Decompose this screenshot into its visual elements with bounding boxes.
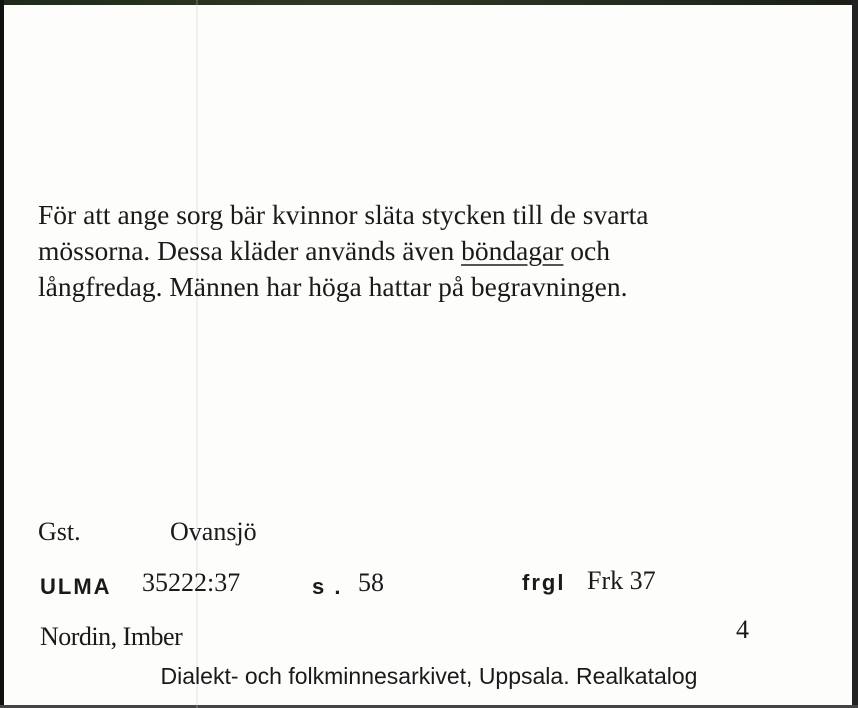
archive-footer: Dialekt- och folkminnesarkivet, Uppsala. Realkatalog [160, 663, 698, 689]
card-body-text [38, 197, 818, 305]
page-value: 58 [358, 568, 384, 597]
recorder-name: Nordin, Imber [40, 622, 183, 651]
text-line-2-end: och [563, 235, 610, 266]
gst-label: Gst. [38, 517, 81, 546]
text-line-2-start: mössorna. Dessa kläder används även [38, 235, 462, 266]
scan-edge-left [0, 0, 4, 708]
ulma-value: 35222:37 [142, 568, 241, 597]
frgl-value: Frk 37 [587, 566, 656, 595]
text-line-1: För att ange sorg bär kvinnor släta stycken till de svarta [38, 199, 649, 230]
ulma-label: ULMA [40, 574, 112, 599]
frgl-label: frgl [522, 570, 566, 595]
gst-value: Ovansjö [170, 517, 257, 546]
underlined-word: böndagar [461, 235, 564, 266]
page-label: s . [312, 574, 343, 599]
text-line-3: långfredag. Männen har höga hattar på begravningen. [38, 271, 628, 302]
scan-edge-right [852, 0, 858, 708]
paper-fold-line [196, 0, 198, 708]
scan-edge-top [0, 0, 858, 5]
card-number: 4 [736, 615, 749, 644]
text-line-2 [38, 233, 818, 269]
